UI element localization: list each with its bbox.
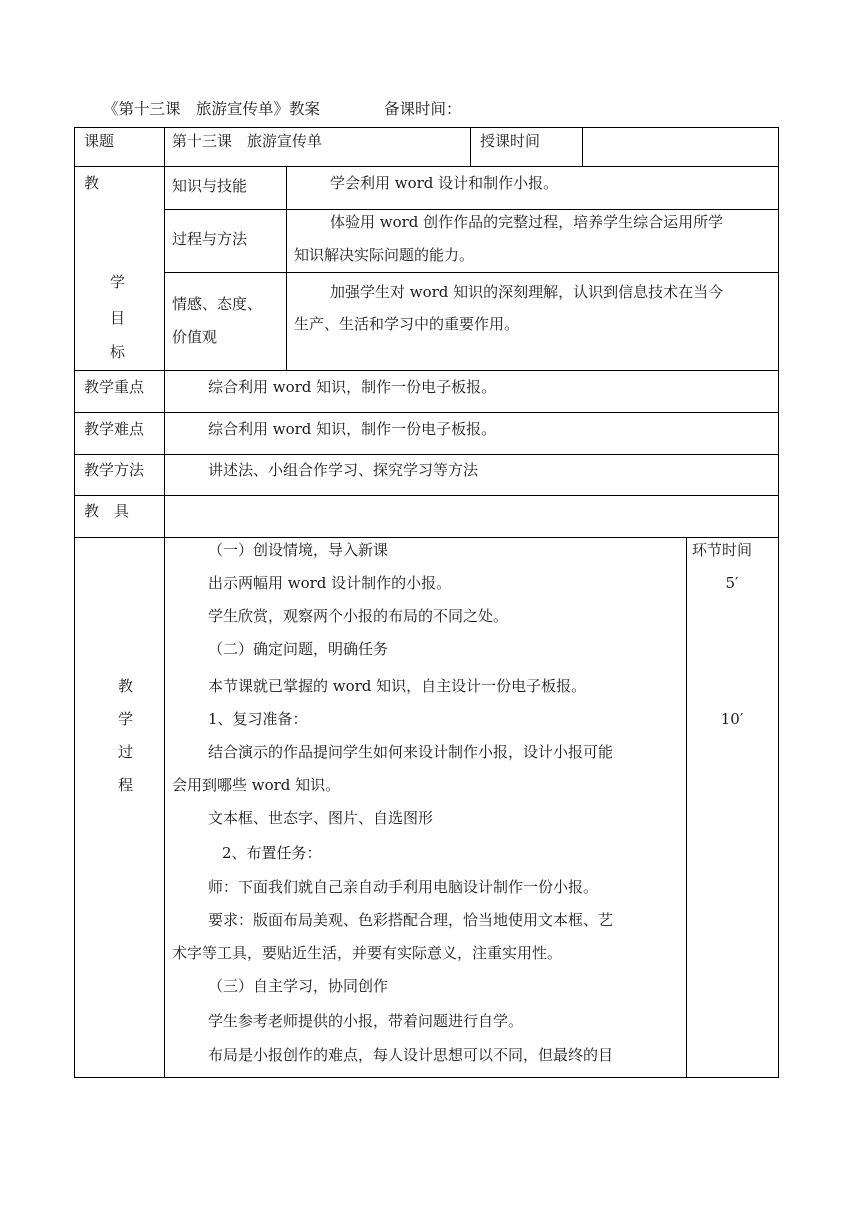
stage-time-header: 环节时间	[692, 541, 753, 559]
goal-label-knowledge: 知识与技能	[172, 177, 248, 195]
process-line: 师：下面我们就自己亲自动手利用电脑设计制作一份小报。	[208, 878, 599, 896]
process-line: 本节课就已掌握的 word 知识，自主设计一份电子板报。	[208, 677, 587, 695]
process-line: （二）确定问题，明确任务	[208, 640, 389, 658]
goal-text-attitude-2: 生产、生活和学习中的重要作用。	[294, 315, 520, 333]
process-side-char: 过	[118, 743, 134, 761]
process-line: （一）创设情境，导入新课	[208, 541, 389, 559]
method-value: 讲述法、小组合作学习、探究学习等方法	[208, 461, 479, 479]
stage-time-value: 5′	[725, 574, 739, 592]
difficulty-label: 教学难点	[84, 420, 145, 438]
goals-side-char: 标	[110, 343, 126, 361]
tools-label: 教 具	[84, 502, 130, 520]
process-line: 文本框、世态字、图片、自选图形	[208, 809, 434, 827]
process-line: 2、布置任务：	[222, 844, 322, 862]
key-point-label: 教学重点	[84, 378, 145, 396]
process-line: 术字等工具，要贴近生活，并要有实际意义，注重实用性。	[172, 944, 563, 962]
key-point-value: 综合利用 word 知识，制作一份电子板报。	[208, 378, 497, 396]
prep-time-label: 备课时间：	[384, 100, 462, 118]
class-time-label: 授课时间	[480, 132, 541, 150]
process-line: 学生参考老师提供的小报，带着问题进行自学。	[208, 1012, 524, 1030]
goal-text-process-2: 知识解决实际问题的能力。	[294, 246, 475, 264]
goal-text-attitude-1: 加强学生对 word 知识的深刻理解，认识到信息技术在当今	[330, 283, 724, 301]
process-line: 布局是小报创作的难点，每人设计思想可以不同，但最终的目	[208, 1046, 614, 1064]
process-line: 会用到哪些 word 知识。	[172, 776, 341, 794]
difficulty-value: 综合利用 word 知识，制作一份电子板报。	[208, 420, 497, 438]
process-side-char: 程	[118, 776, 134, 794]
goal-text-process-1: 体验用 word 创作作品的完整过程，培养学生综合运用所学	[330, 213, 724, 231]
stage-time-value: 10′	[720, 710, 744, 728]
document-header	[103, 97, 462, 119]
goal-label-process: 过程与方法	[172, 230, 248, 248]
process-line: （三）自主学习，协同创作	[208, 977, 389, 995]
process-side-char: 教	[118, 677, 134, 695]
goals-side-char: 教	[84, 174, 100, 192]
goal-label-attitude-1: 情感、态度、	[172, 295, 263, 313]
method-label: 教学方法	[84, 461, 145, 479]
process-line: 出示两幅用 word 设计制作的小报。	[208, 574, 452, 592]
goals-side-char: 学	[110, 273, 126, 291]
goal-text-knowledge: 学会利用 word 设计和制作小报。	[330, 174, 559, 192]
process-line: 1、复习准备：	[208, 710, 308, 728]
process-line: 结合演示的作品提问学生如何来设计制作小报，设计小报可能	[208, 743, 614, 761]
process-line: 要求：版面布局美观、色彩搭配合理，恰当地使用文本框、艺	[208, 911, 614, 929]
goal-label-attitude-2: 价值观	[172, 328, 218, 346]
process-line: 学生欣赏，观察两个小报的布局的不同之处。	[208, 607, 509, 625]
lesson-plan-title: 《第十三课 旅游宣传单》教案	[103, 100, 321, 118]
process-side-char: 学	[118, 710, 134, 728]
topic-label: 课题	[84, 132, 115, 150]
topic-value: 第十三课 旅游宣传单	[172, 132, 323, 150]
goals-side-char: 目	[110, 309, 126, 327]
